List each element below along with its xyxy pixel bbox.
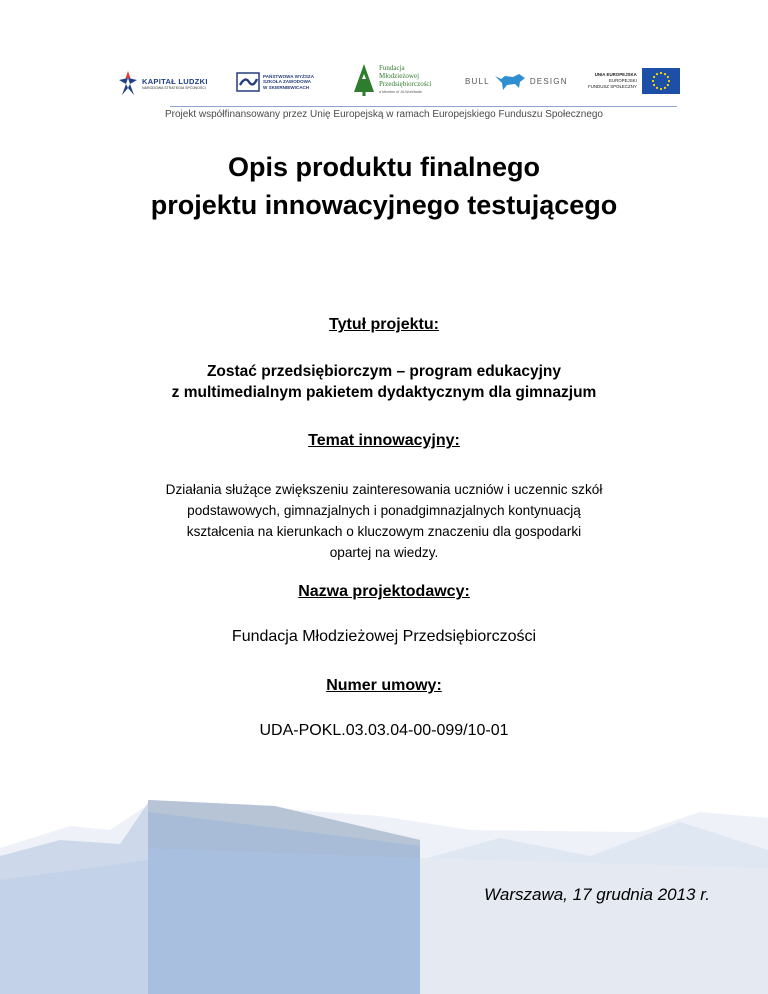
contract-number: UDA-POKL.03.03.04-00-099/10-01 [259,722,509,739]
pwsz-logo [236,72,314,92]
title-line-1: Opis produktu finalnego [228,152,540,182]
project-title-value [0,361,768,403]
innovation-topic-line-3: kształcenia na kierunkach o kluczowym znaczeniu dla gospodarki [186,524,582,539]
pwsz-line2: SZKOŁA ZAWODOWA [263,79,312,85]
innovation-topic-line-1: Działania służące zwiększeniu zainteresowania uczniów i uczennic szkół [165,482,603,497]
cofinancing-note: Projekt współfinansowany przez Unię Europejską w ramach Europejskiego Funduszu Społecznego [164,109,603,120]
project-title-section [0,316,768,334]
pwsz-line3: W SKIERNIEWICACH [263,84,310,90]
pwsz-emblem-icon [236,72,260,92]
pwsz-line1: PAŃSTWOWA WYŻSZA [263,73,315,79]
eu-line1: UNIA EUROPEJSKA [594,72,637,78]
project-title-label: Tytuł projektu: [329,316,439,333]
decorative-background [0,760,768,994]
innovation-topic-line-2: podstawowych, gimnazjalnych i ponadgimnazjalnych kontynuacją [187,503,581,518]
fundacja-line1: Fundacja [379,64,405,72]
fundacja-line2: Młodzieżowej [379,72,420,80]
fundacja-pine-icon [352,62,376,98]
contract-label: Numer umowy: [326,677,442,694]
fundacja-logo [352,62,431,98]
eu-flag-icon [642,68,680,94]
applicant-name: Fundacja Młodzieżowej Przedsiębiorczości [231,628,537,645]
project-title-line-1: Zostać przedsiębiorczym – program edukacyjny [206,363,562,380]
contract-section [0,677,768,695]
kapital-ludzki-subtitle: NARODOWA STRATEGIA SPÓJNOŚCI [142,85,206,90]
eu-line2: EUROPEJSKI [608,78,637,84]
kapital-ludzki-icon [118,70,138,96]
eu-line3: FUNDUSZ SPOŁECZNY [588,83,637,89]
bull-text: BULL [465,76,490,86]
kapital-ludzki-logo [118,70,208,96]
document-title [0,148,768,224]
fundacja-line3: Przedsiębiorczości [379,80,432,88]
logo-strip [0,58,768,108]
project-title-line-2: z multimedialnym pakietem dydaktycznym dla gimnazjum [171,384,597,401]
eu-logo [588,68,680,94]
kapital-ludzki-title: KAPITAŁ LUDZKI [142,76,208,86]
innovation-topic-label: Temat innowacyjny: [308,432,460,449]
design-text: DESIGN [529,76,568,86]
innovation-topic-section [0,432,768,450]
fundacja-member: a Member of JA Worldwide [379,90,422,94]
title-line-2: projektu innowacyjnego testującego [150,190,618,220]
innovation-topic-line-4: opartej na wiedzy. [329,545,439,560]
bull-design-logo [465,70,568,92]
bull-icon [493,70,527,92]
applicant-label: Nazwa projektodawcy: [298,583,470,600]
header-divider [170,106,677,107]
innovation-topic-value [0,479,768,563]
place-date: Warszawa, 17 grudnia 2013 r. [484,885,710,904]
applicant-section [0,583,768,601]
